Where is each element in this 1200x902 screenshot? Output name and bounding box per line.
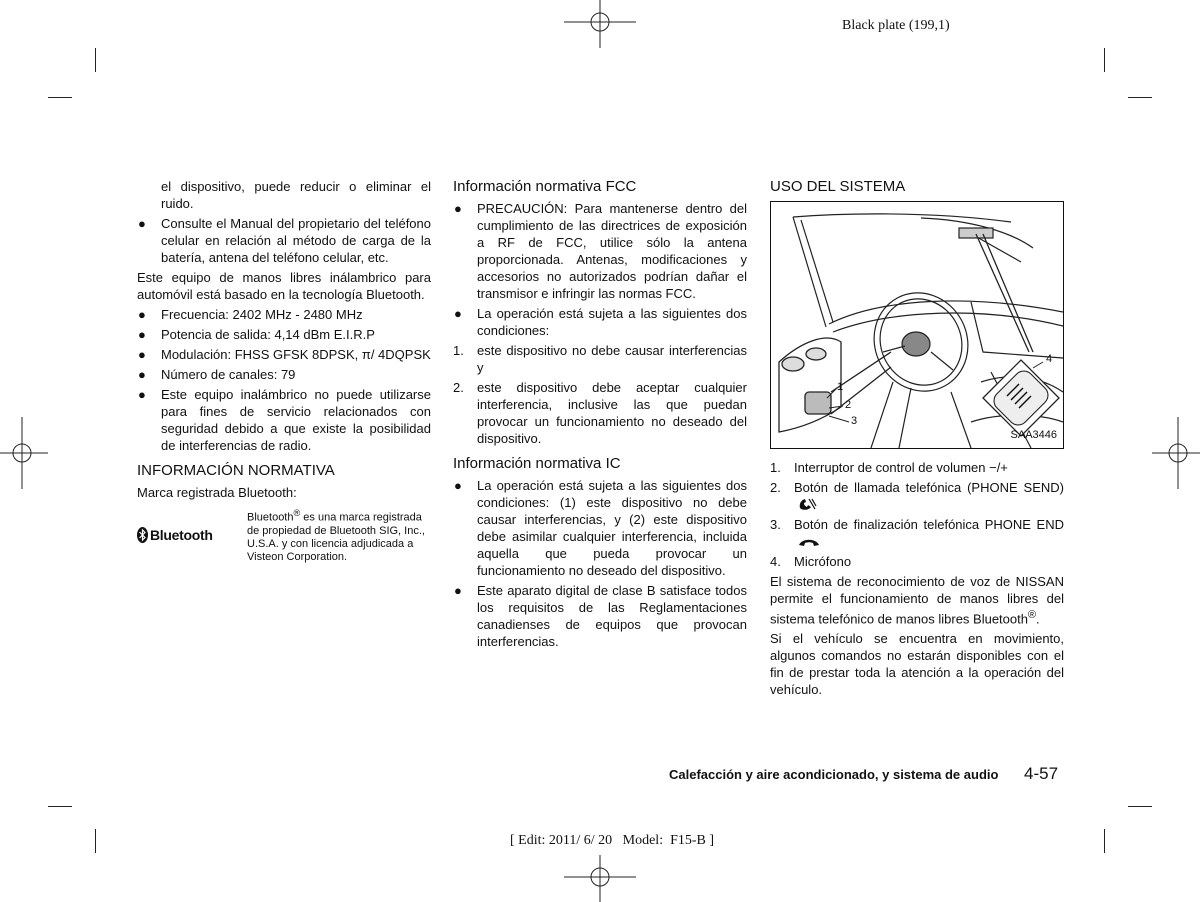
trademark-block	[137, 507, 431, 564]
registered-sign: ®	[1027, 609, 1036, 621]
trademark-label: Marca registrada Bluetooth:	[137, 485, 297, 500]
fcc-bullets	[453, 200, 747, 339]
page-number: 4-57	[1024, 764, 1059, 783]
spec-list	[137, 306, 431, 454]
crop-mark	[1128, 806, 1152, 807]
bullet-marker: ●	[138, 387, 146, 402]
legend-list	[770, 459, 1064, 570]
list-item	[137, 306, 431, 323]
list-item-text: La operación está sujeta a las siguientes dos condiciones: (1) este dispositivo no debe causar interferencias, y (2) este dispositivo debe asimilar cualquier interferencia, incluida aquella que pueda provocar un funcionamiento no deseado del dispositivo.	[477, 478, 747, 578]
callout-3: 3	[851, 415, 858, 427]
crop-mark	[48, 806, 72, 807]
number-marker: 1.	[770, 460, 781, 475]
registration-mark-left	[0, 417, 48, 489]
list-item-text: Botón de llamada telefónica (PHONE SEND)	[794, 480, 1064, 495]
list-item	[453, 200, 747, 302]
edit-info: [ Edit: 2011/ 6/ 20 Model: F15-B ]	[510, 833, 715, 848]
list-item	[453, 582, 747, 650]
bluetooth-logo	[137, 527, 247, 544]
list-item	[453, 379, 747, 447]
list-item	[137, 386, 431, 454]
list-item	[137, 366, 431, 383]
list-item	[137, 326, 431, 343]
list-item-text: Consulte el Manual del propietario del teléfono celular en relación al método de carga de la batería, antena del teléfono celular, etc.	[161, 216, 431, 265]
list-item-text: PRECAUCIÓN: Para mantenerse dentro del cumplimiento de las directrices de exposición a RF de FCC, utilice sólo la antena proporcionada. Antenas, modificaciones y accesorios no autorizados podrían dañar el transmisor e infringir las normas FCC.	[477, 201, 747, 301]
list-item-text: Botón de finalización telefónica PHONE END	[794, 517, 1064, 532]
bullet-marker: ●	[454, 583, 462, 598]
registration-mark-top	[564, 0, 636, 48]
registered-sign: ®	[293, 508, 301, 518]
registration-mark-right	[1152, 417, 1200, 489]
list-item	[453, 305, 747, 339]
list-item-text: La operación está sujeta a las siguientes dos condiciones:	[477, 306, 747, 338]
ic-bullets	[453, 477, 747, 650]
bullet-marker: ●	[138, 367, 146, 382]
crop-mark	[95, 48, 96, 72]
crop-mark	[1104, 829, 1105, 853]
footer-section-title: Calefacción y aire acondicionado, y sistema de audio	[669, 767, 999, 782]
callout-2: 2	[845, 399, 852, 411]
list-item	[137, 346, 431, 363]
list-item-text: Interruptor de control de volumen −/+	[794, 460, 1008, 475]
crop-mark	[48, 97, 72, 98]
paragraph-end: .	[1035, 611, 1040, 627]
steering-wheel-illustration	[770, 201, 1064, 449]
paragraph	[770, 573, 1064, 627]
crop-mark	[1128, 97, 1152, 98]
section-heading: INFORMACIÓN NORMATIVA	[137, 462, 335, 479]
plate-label: Black plate (199,1)	[842, 18, 950, 33]
number-marker: 2.	[770, 480, 781, 495]
column-left	[137, 178, 431, 564]
phone-end-icon	[798, 537, 820, 547]
list-item	[770, 553, 1064, 570]
list-item	[770, 459, 1064, 476]
bullet-marker: ●	[454, 478, 462, 493]
list-item-text: Potencia de salida: 4,14 dBm E.I.R.P	[161, 327, 375, 342]
callout-4: 4	[1046, 353, 1053, 365]
fcc-numbered-list	[453, 342, 747, 447]
bullet-marker: ●	[138, 327, 146, 342]
paragraph: Este equipo de manos libres inálambrico para automóvil está basado en la tecnología Bluetooth.	[137, 270, 431, 302]
number-marker: 1.	[453, 343, 464, 358]
bluetooth-logo-text: Bluetooth	[150, 526, 213, 543]
list-item-text: este dispositivo no debe causar interferencias y	[477, 343, 747, 375]
bullet-marker: ●	[454, 306, 462, 321]
phone-send-icon	[797, 497, 817, 511]
list-item-text: este dispositivo debe aceptar cualquier interferencia, inclusive las que puedan provocar un funcionamiento no deseado del dispositivo.	[477, 380, 747, 446]
system-heading: USO DEL SISTEMA	[770, 178, 906, 195]
crop-mark	[1104, 48, 1105, 72]
trademark-text	[247, 507, 427, 564]
bullet-list	[137, 215, 431, 266]
column-right	[770, 178, 1064, 701]
list-item	[453, 477, 747, 579]
callout-1: 1	[837, 381, 844, 393]
number-marker: 4.	[770, 554, 781, 569]
list-item	[770, 516, 1064, 550]
list-item	[137, 215, 431, 266]
column-middle	[453, 178, 747, 653]
ic-heading: Información normativa IC	[453, 455, 621, 472]
list-item-text: Número de canales: 79	[161, 367, 296, 382]
fcc-heading: Información normativa FCC	[453, 178, 637, 195]
continued-text: el dispositivo, puede reducir o eliminar el ruido.	[161, 179, 431, 211]
figure-code: SAA3446	[1010, 429, 1057, 441]
list-item	[453, 342, 747, 376]
trademark-description: es una marca registrada de propiedad de Bluetooth SIG, Inc., U.S.A. y con licencia adjudicada a Visteon Corporation.	[247, 511, 425, 563]
bluetooth-icon	[137, 527, 148, 543]
bullet-marker: ●	[138, 216, 146, 231]
crop-mark	[95, 829, 96, 853]
list-item	[770, 479, 1064, 513]
paragraph: Si el vehículo se encuentra en movimiento, algunos comandos no estarán disponibles con el fin de prestar toda la atención a la operación del vehículo.	[770, 631, 1064, 698]
number-marker: 3.	[770, 517, 781, 532]
number-marker: 2.	[453, 380, 464, 395]
list-item-text: Este aparato digital de clase B satisface todos los requisitos de las Reglamentaciones canadienses de equipos que provocan interferencias.	[477, 583, 747, 649]
list-item-text: Micrófono	[794, 554, 852, 569]
paragraph-text: El sistema de reconocimiento de voz de NISSAN permite el funcionamiento de manos libres del sistema telefónico de manos libres Bluetooth	[770, 574, 1064, 627]
list-item-text: Modulación: FHSS GFSK 8DPSK, π/ 4DQPSK	[161, 347, 431, 362]
bullet-marker: ●	[138, 347, 146, 362]
bullet-marker: ●	[454, 201, 462, 216]
car-interior-drawing	[771, 202, 1063, 448]
registration-mark-bottom	[564, 855, 636, 902]
list-item-text: Frecuencia: 2402 MHz - 2480 MHz	[161, 307, 363, 322]
list-item-text: Este equipo inalámbrico no puede utilizarse para fines de servicio relacionados con seguridad debido a que existe la posibilidad de interferencias de radio.	[161, 387, 431, 453]
trademark-name: Bluetooth	[247, 511, 294, 524]
bullet-marker: ●	[138, 307, 146, 322]
